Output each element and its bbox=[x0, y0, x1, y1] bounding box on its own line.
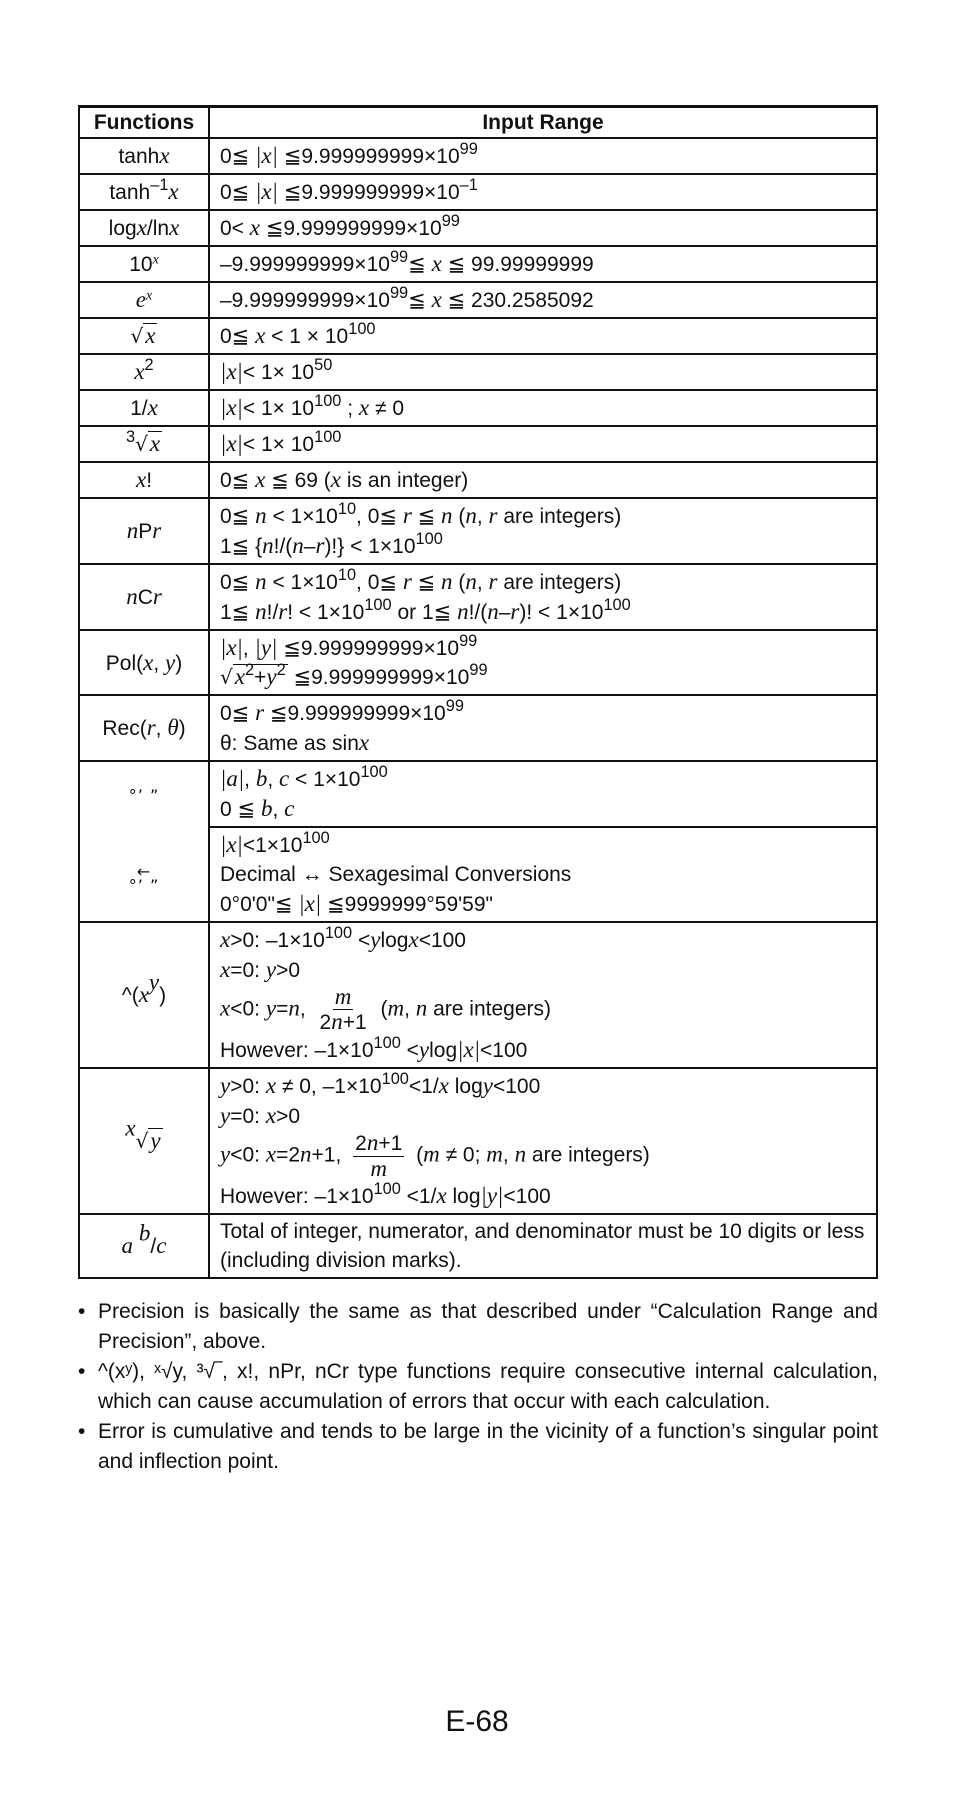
bullet-icon: • bbox=[78, 1300, 86, 1323]
range-cell: $|x|<1\times 10^{100}$ Decimal ↔ Sexagesimal Conversions 0°0'0"≦ |x| ≦9999999°59'59" bbox=[209, 827, 877, 922]
function-cell: °’ ” bbox=[79, 761, 209, 827]
range-cell: 0≦ |x| $≦9.999999999\times 10^{99}$ bbox=[209, 138, 877, 174]
function-cell: 1/x bbox=[79, 390, 209, 426]
table-row bbox=[79, 138, 877, 174]
range-cell: $-9.999999999\times 10^{99}≦$ x ≦ 230.2585092 bbox=[209, 282, 877, 318]
table-row bbox=[79, 318, 877, 354]
range-cell: x>0: $-1\times 10^{100} <ylogx<100$ x=0: y>0 x<0: y=n, $\frac{m}{2n+1}$ (m, n are integers) However: $-1\times 10^{100} <ylog|x|<100$ bbox=[209, 922, 877, 1068]
function-cell: $^3$√x bbox=[79, 426, 209, 462]
range-cell: $|x|< 1\times 10^{50}$ bbox=[209, 354, 877, 390]
list-item bbox=[78, 1297, 878, 1357]
table-row bbox=[79, 1068, 877, 1214]
function-cell: x! bbox=[79, 462, 209, 498]
table-row bbox=[79, 246, 877, 282]
page-number: E-68 bbox=[445, 1705, 509, 1738]
table-row bbox=[79, 827, 877, 922]
range-cell: 0≦ r $≦9.999999999\times 10^{99}$ θ: Same as sinx bbox=[209, 695, 877, 761]
table-row bbox=[79, 390, 877, 426]
input-range-table bbox=[78, 105, 878, 1279]
bullet-icon: • bbox=[78, 1360, 86, 1383]
range-cell: $-9.999999999\times 10^{99}≦$ x ≦ 99.99999999 bbox=[209, 246, 877, 282]
range-cell: y>0: x ≠ 0, $-1\times 10^{100}<1/x$ logy<100 y=0: x>0 y<0: x=2n+1, $\frac{2n+1}{m}$ (m ≠ 0; m, n are integers) However: $-1\times 10^{100} <1/x$ log|y|<100 bbox=[209, 1068, 877, 1214]
table-row bbox=[79, 426, 877, 462]
range-cell: 0≦ $n < 1\times 10^{10}$, 0≦ r ≦ n (n, r are integers) 1≦ $\{n!/(n-r)!\} < 1\times 10^{100}$ bbox=[209, 498, 877, 564]
range-cell: 0< x $≦9.999999999\times 10^{99}$ bbox=[209, 210, 877, 246]
list-item bbox=[78, 1417, 878, 1477]
bullet-icon: • bbox=[78, 1420, 86, 1443]
table-header-row bbox=[79, 107, 877, 139]
function-cell: √x bbox=[79, 318, 209, 354]
table-row bbox=[79, 354, 877, 390]
range-cell: 0≦ $x < 1 \times 10^{100}$ bbox=[209, 318, 877, 354]
function-cell: 10$^x$ bbox=[79, 246, 209, 282]
function-cell: tanhx bbox=[79, 138, 209, 174]
range-cell: 0≦ x ≦ 69 (x is an integer) bbox=[209, 462, 877, 498]
notes-list bbox=[78, 1297, 878, 1477]
range-cell: $|x|< 1\times 10^{100}$ bbox=[209, 426, 877, 462]
function-cell: logx/lnx bbox=[79, 210, 209, 246]
function-cell: $\^{}(x^y)$ bbox=[79, 922, 209, 1068]
range-cell: |a|, b, $c < 1\times 10^{100}$ 0 ≦ b, c bbox=[209, 761, 877, 827]
table-row bbox=[79, 922, 877, 1068]
function-cell: $^x$√y bbox=[79, 1068, 209, 1214]
table-row bbox=[79, 174, 877, 210]
note-text: ^(xʸ), ˣ√y, ³√‾, x!, nPr, nCr type functions require consecutive internal calculation, which can cause accumulation of errors that occur with each calculation. bbox=[98, 1360, 878, 1413]
table-row bbox=[79, 282, 877, 318]
range-cell: Total of integer, numerator, and denominator must be 10 digits or less (including division marks). bbox=[209, 1214, 877, 1278]
header-input-range: Input Range bbox=[209, 107, 877, 139]
function-cell: Rec(r, θ) bbox=[79, 695, 209, 761]
function-cell: nCr bbox=[79, 564, 209, 630]
function-cell: a $^b$/c bbox=[79, 1214, 209, 1278]
page-content bbox=[78, 105, 878, 1477]
function-cell: ← °’ ” bbox=[79, 827, 209, 922]
function-cell: nPr bbox=[79, 498, 209, 564]
note-text: Error is cumulative and tends to be large in the vicinity of a function’s singular point and inflection point. bbox=[98, 1420, 878, 1473]
table-row bbox=[79, 498, 877, 564]
table-row bbox=[79, 564, 877, 630]
table-row bbox=[79, 210, 877, 246]
function-cell: $\tanh^{-1}x$ bbox=[79, 174, 209, 210]
header-functions: Functions bbox=[79, 107, 209, 139]
note-text: Precision is basically the same as that described under “Calculation Range and Precision”, above. bbox=[98, 1300, 878, 1353]
table-row bbox=[79, 462, 877, 498]
range-cell: $|x|< 1\times 10^{100}$ ; x ≠ 0 bbox=[209, 390, 877, 426]
function-cell: Pol(x, y) bbox=[79, 630, 209, 695]
table-row bbox=[79, 761, 877, 827]
list-item bbox=[78, 1357, 878, 1417]
table-row bbox=[79, 1214, 877, 1278]
table-row bbox=[79, 695, 877, 761]
function-cell: $e^x$ bbox=[79, 282, 209, 318]
function-cell: $x^2$ bbox=[79, 354, 209, 390]
range-cell: 0≦ $n < 1\times 10^{10}$, 0≦ r ≦ n (n, r are integers) 1≦ n!/r! < $1\times 10^{100}$ or 1≦ n!/(n–r)! < $1\times 10^{100}$ bbox=[209, 564, 877, 630]
range-cell: 0≦ |x| $≦9.999999999\times 10^{-1}$ bbox=[209, 174, 877, 210]
range-cell: |x|, |y| $≦9.999999999\times 10^{99}$ $√x^2+y^2$ $≦9.999999999\times 10^{99}$ bbox=[209, 630, 877, 695]
table-row bbox=[79, 630, 877, 695]
